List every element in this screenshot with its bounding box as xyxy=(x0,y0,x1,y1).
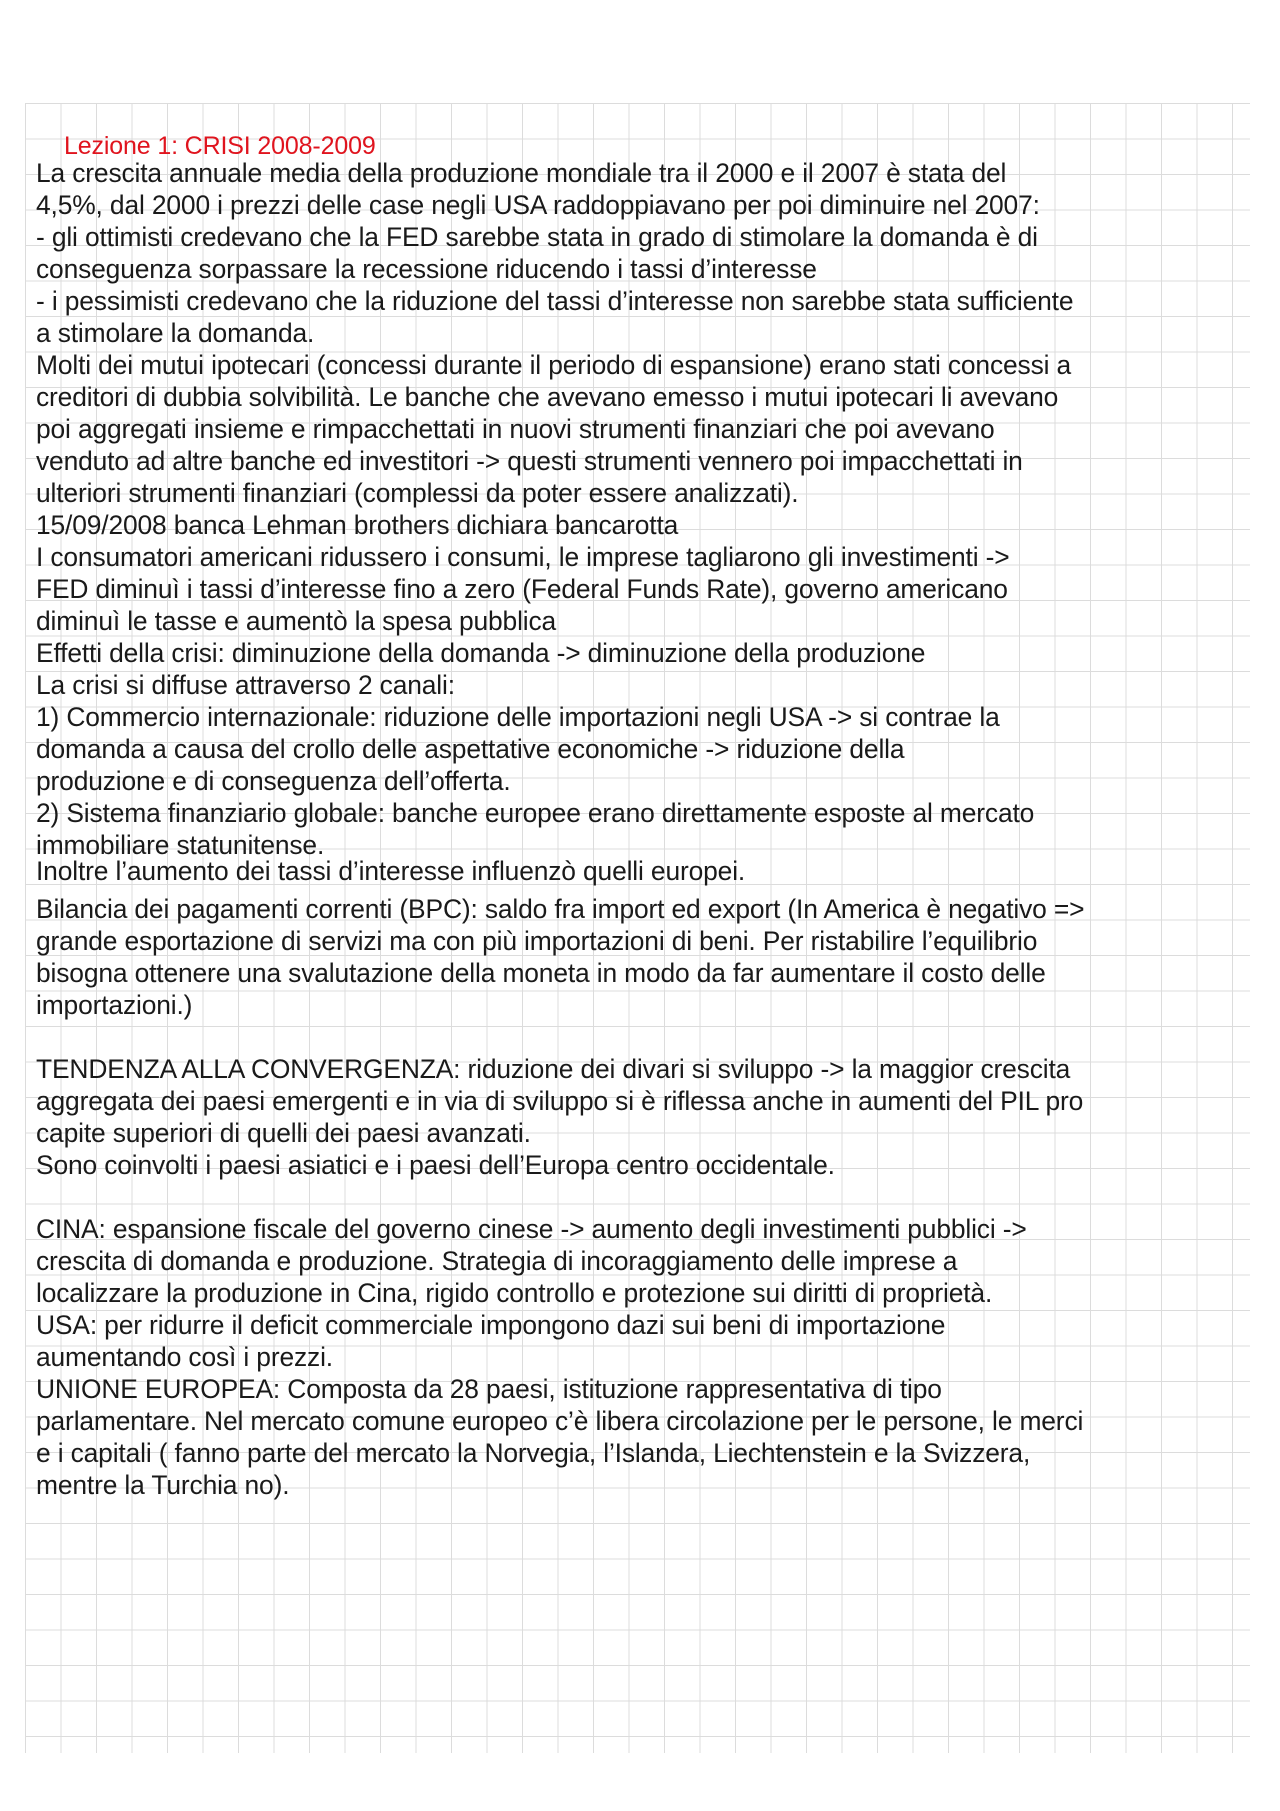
note-line: ulteriori strumenti finanziari (complessi da poter essere analizzati). xyxy=(36,478,799,508)
note-line: bisogna ottenere una svalutazione della moneta in modo da far aumentare il costo delle xyxy=(36,958,1046,988)
note-line: USA: per ridurre il deficit commerciale impongono dazi sui beni di importazione xyxy=(36,1310,946,1340)
note-line: La crescita annuale media della produzione mondiale tra il 2000 e il 2007 è stata del xyxy=(36,158,1007,188)
note-line: grande esportazione di servizi ma con più importazioni di beni. Per ristabilire l’equilibrio xyxy=(36,926,1038,956)
note-line: FED diminuì i tassi d’interesse fino a zero (Federal Funds Rate), governo americano xyxy=(36,574,1008,604)
note-line: produzione e di conseguenza dell’offerta. xyxy=(36,766,511,796)
note-line: 2) Sistema finanziario globale: banche europee erano direttamente esposte al mercato xyxy=(36,798,1035,828)
note-line: TENDENZA ALLA CONVERGENZA: riduzione dei divari si sviluppo -> la maggior crescita xyxy=(36,1054,1071,1084)
note-line: aumentando così i prezzi. xyxy=(36,1342,333,1372)
note-line: 4,5%, dal 2000 i prezzi delle case negli USA raddoppiavano per poi diminuire nel 2007: xyxy=(36,190,1040,220)
note-line: immobiliare statunitense. xyxy=(36,830,325,860)
note-line: I consumatori americani ridussero i consumi, le imprese tagliarono gli investimenti -> xyxy=(36,542,1010,572)
note-line: UNIONE EUROPEA: Composta da 28 paesi, istituzione rappresentativa di tipo xyxy=(36,1374,942,1404)
note-line: 1) Commercio internazionale: riduzione delle importazioni negli USA -> si contrae la xyxy=(36,702,1000,732)
note-line: Bilancia dei pagamenti correnti (BPC): saldo fra import ed export (In America è negativo => xyxy=(36,894,1085,924)
note-line: 15/09/2008 banca Lehman brothers dichiara bancarotta xyxy=(36,510,679,540)
note-line: - gli ottimisti credevano che la FED sarebbe stata in grado di stimolare la domanda è di xyxy=(36,222,1038,252)
note-line: Sono coinvolti i paesi asiatici e i paesi dell’Europa centro occidentale. xyxy=(36,1150,835,1180)
note-line: localizzare la produzione in Cina, rigido controllo e protezione sui diritti di proprietà. xyxy=(36,1278,993,1308)
note-line: conseguenza sorpassare la recessione riducendo i tassi d’interesse xyxy=(36,254,817,284)
note-line: diminuì le tasse e aumentò la spesa pubblica xyxy=(36,606,557,636)
note-line: domanda a causa del crollo delle aspettative economiche -> riduzione della xyxy=(36,734,905,764)
note-line: Inoltre l’aumento dei tassi d’interesse influenzò quelli europei. xyxy=(36,856,746,886)
note-line: e i capitali ( fanno parte del mercato la Norvegia, l’Islanda, Liechtenstein e la Svizzera, xyxy=(36,1438,1031,1468)
note-line: poi aggregati insieme e rimpacchettati in nuovi strumenti finanziari che poi avevano xyxy=(36,414,995,444)
note-line: mentre la Turchia no). xyxy=(36,1470,290,1500)
note-line: Molti dei mutui ipotecari (concessi durante il periodo di espansione) erano stati concessi a xyxy=(36,350,1072,380)
note-line: creditori di dubbia solvibilità. Le banche che avevano emesso i mutui ipotecari li avevano xyxy=(36,382,1059,412)
note-line: Effetti della crisi: diminuzione della domanda -> diminuzione della produzione xyxy=(36,638,926,668)
note-line: venduto ad altre banche ed investitori -> questi strumenti vennero poi impacchettati in xyxy=(36,446,1023,476)
note-line: importazioni.) xyxy=(36,990,193,1020)
note-line: CINA: espansione fiscale del governo cinese -> aumento degli investimenti pubblici -> xyxy=(36,1214,1027,1244)
note-line: crescita di domanda e produzione. Strategia di incoraggiamento delle imprese a xyxy=(36,1246,958,1276)
note-line: La crisi si diffuse attraverso 2 canali: xyxy=(36,670,455,700)
note-line: parlamentare. Nel mercato comune europeo c’è libera circolazione per le persone, le merci xyxy=(36,1406,1084,1436)
note-line: - i pessimisti credevano che la riduzione del tassi d’interesse non sarebbe stata sufficiente xyxy=(36,286,1074,316)
note-line: a stimolare la domanda. xyxy=(36,318,315,348)
lesson-title: Lezione 1: CRISI 2008-2009 xyxy=(64,132,376,160)
note-line: capite superiori di quelli dei paesi avanzati. xyxy=(36,1118,531,1148)
note-line: aggregata dei paesi emergenti e in via di sviluppo si è riflessa anche in aumenti del PIL pro xyxy=(36,1086,1084,1116)
